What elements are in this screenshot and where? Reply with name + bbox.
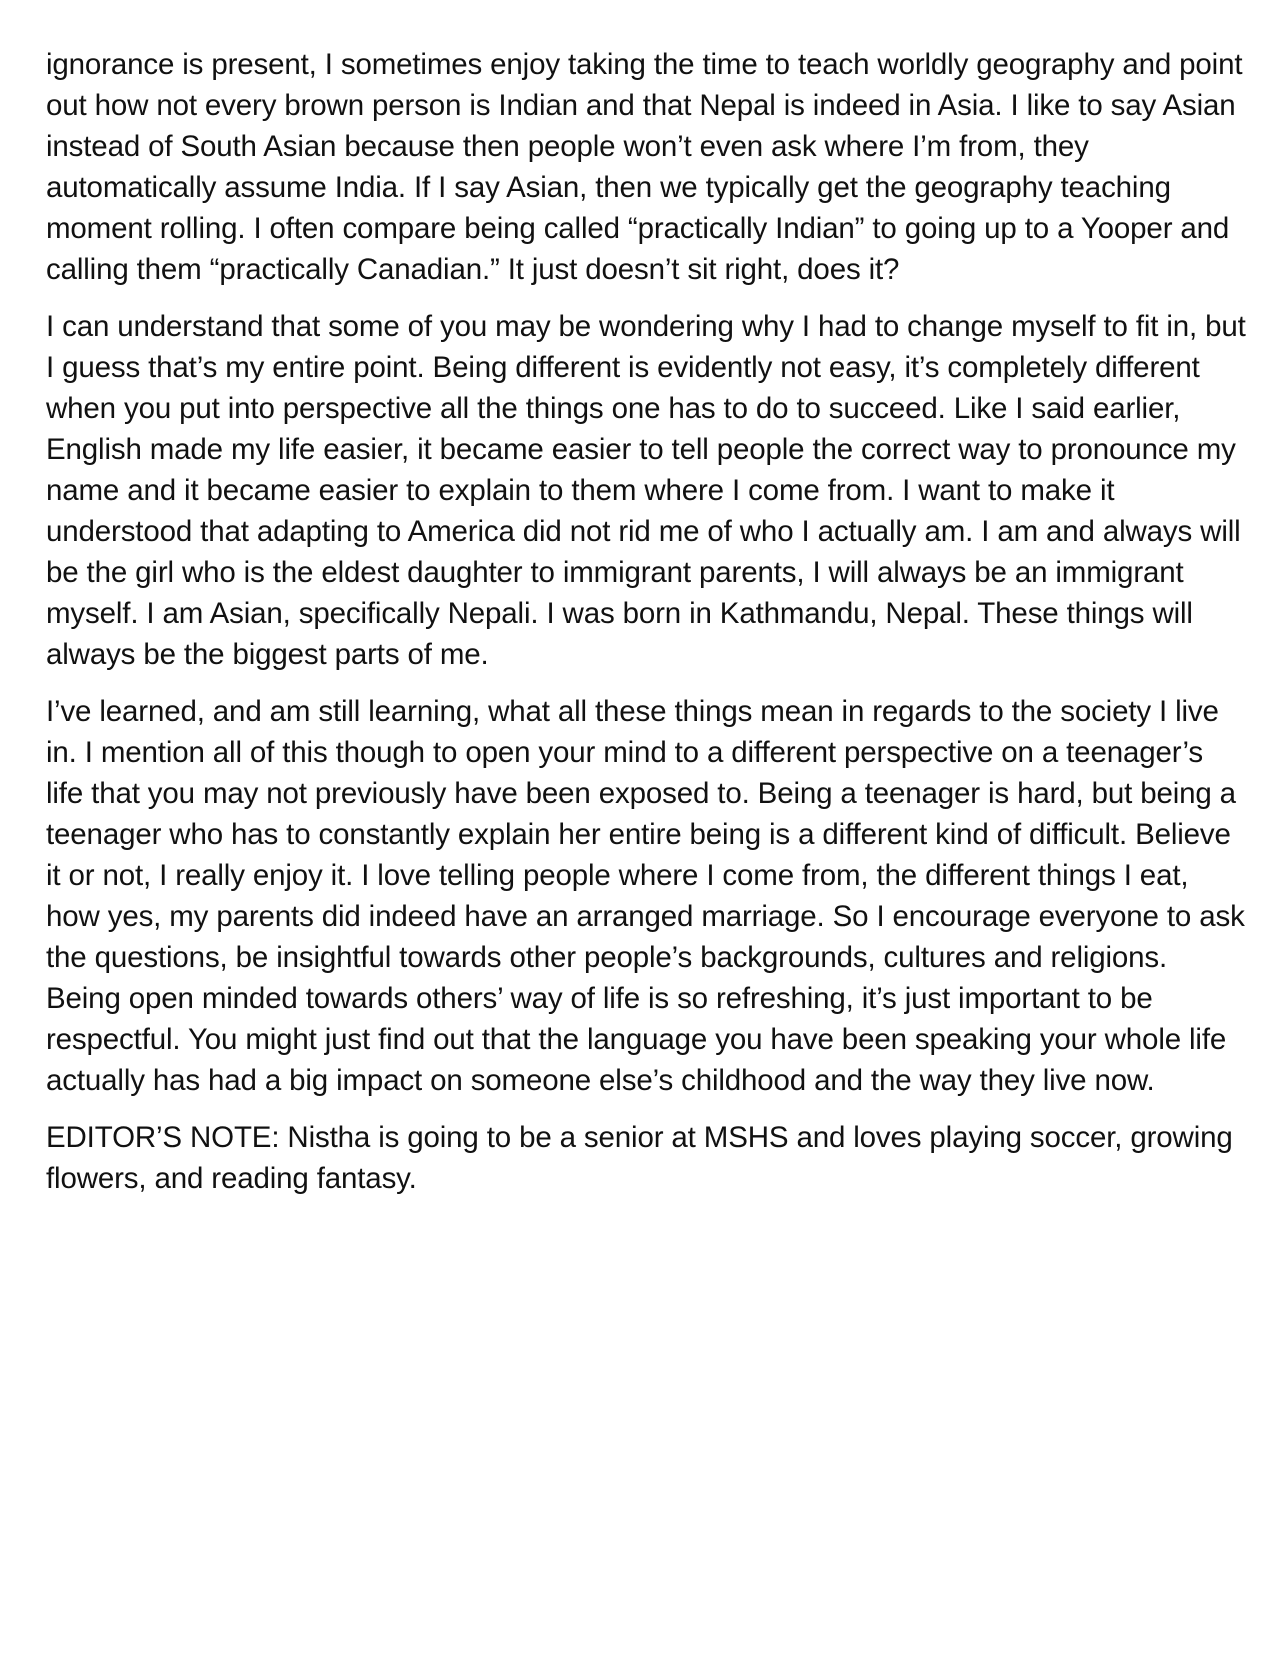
paragraph-change-to-fit-in: I can understand that some of you may be wondering why I had to change myself to fit in, but I guess that’s my entire point. Being different is evidently not easy, it’s completely different when you put into perspective all the things one has to do to succeed. Like I said earlier, English made my life easier, it became easier to tell people the correct way to pronounce my name and it became easier to explain to them where I come from. I want to make it understood that adapting to America did not rid me of who I actually am. I am and always will be the girl who is the eldest daughter to immigrant parents, I will always be an immigrant myself. I am Asian, specifically Nepali. I was born in Kathmandu, Nepal. These things will always be the biggest parts of me.	[46, 310, 1246, 671]
document-body	[46, 44, 1246, 1215]
paragraph-still-learning: I’ve learned, and am still learning, what all these things mean in regards to the society I live in. I mention all of this though to open your mind to a different perspective on a teenager’s life that you may not previously have been exposed to. Being a teenager is hard, but being a teenager who has to constantly explain her entire being is a different kind of difficult. Believe it or not, I really enjoy it. I love telling people where I come from, the different things I eat, how yes, my parents did indeed have an arranged marriage. So I encourage everyone to ask the questions, be insightful towards other people’s backgrounds, cultures and religions. Being open minded towards others’ way of life is so refreshing, it’s just important to be respectful. You might just find out that the language you have been speaking your whole life actually has had a big impact on someone else’s childhood and the way they live now.	[46, 695, 1245, 1097]
paragraph-geography: ignorance is present, I sometimes enjoy taking the time to teach worldly geography and point out how not every brown person is Indian and that Nepal is indeed in Asia. I like to say Asian instead of South Asian because then people won’t even ask where I’m from, they automatically assume India. If I say Asian, then we typically get the geography teaching moment rolling. I often compare being called “practically Indian” to going up to a Yooper and calling them “practically Canadian.” It just doesn’t sit right, does it?	[46, 48, 1243, 286]
editors-note: EDITOR’S NOTE: Nistha is going to be a senior at MSHS and loves playing soccer, growing flowers, and reading fantasy.	[46, 1121, 1233, 1195]
